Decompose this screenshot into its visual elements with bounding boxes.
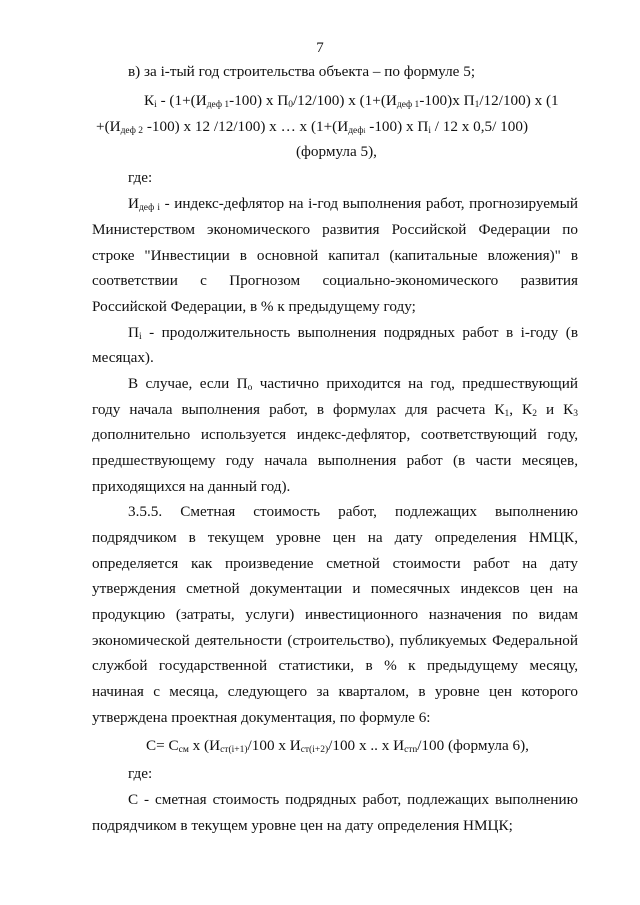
pi-definition-line-1: $П_i$ - продолжительность выполнения подрядных работ в i-году (в (128, 324, 578, 342)
case-paragraph-line-2: году начала выполнения работ, в формулах для расчета $К_1$, $К_2$ и $К_3$ (92, 401, 578, 419)
section-355-line-7: службой государственной статистики, в % к предыдущему месяцу, (92, 657, 578, 674)
formula-5-line-1: $К_i - (1+(И_{деф 1}-100)$ х $П_0/12/100$) х ($1+(И_{деф 1}-100)х$ $П_1/12/100$) х (1 (144, 92, 559, 110)
case-paragraph-line-5: приходящихся на данный год). (92, 478, 291, 495)
idef-definition-line-4: соответствии с Прогнозом социально-экономического развития (92, 272, 578, 289)
section-355-line-9: утверждена проектная документация, по формуле 6: (92, 709, 431, 726)
idef-definition-line-1: $И_{деф i}$ - индекс-дефлятор на i-год выполнения работ, прогнозируемый (128, 195, 578, 213)
idef-definition-line-5: Российской Федерации, в % к предыдущему году; (92, 298, 416, 315)
where-label-2: где: (128, 765, 153, 782)
case-paragraph-line-4: предшествующему году начала выполнения работ (в части месяцев, (92, 452, 578, 469)
section-355-line-8: начиная с месяца, следующего за кварталом, в уровне цен которого (92, 683, 578, 700)
section-355-line-4: утверждения сметной документации и помесячных индексов цен на (92, 580, 578, 597)
where-label-1: где: (128, 169, 153, 186)
formula-6: $С= С_{см}$ х ($И_{ст(i+1)}/100$ х $И_{ст(i+2)}/100$ х .. х $И_{стn}/100$ (формула 6), (146, 737, 529, 755)
section-355-line-2: подрядчиком в текущем уровне цен на дату определения НМЦК, (92, 529, 578, 546)
section-355-line-6: экономической деятельности (строительство), публикуемых Федеральной (92, 632, 578, 649)
formula-5-line-2: $+(И_{деф 2}$ -100) х 12 /12/100) х … х ($1+(И_{дефi}$ -100) х $П_i / 12$ х 0,5/ 100) (96, 118, 528, 136)
pi-definition-line-2: месяцах). (92, 349, 154, 366)
page-number: 7 (316, 40, 324, 56)
item-v-text: в) за i-тый год строительства объекта – по формуле 5; (128, 63, 476, 80)
c-definition-line-1: С - сметная стоимость подрядных работ, подлежащих выполнению (128, 791, 578, 808)
section-355-line-3: определяется как произведение сметной стоимости работ на дату (92, 555, 578, 572)
idef-definition-line-3: строке "Инвестиции в основной капитал (капитальные вложения)" в (92, 247, 578, 264)
case-paragraph-line-1: В случае, если $П_о$ частично приходится на год, предшествующий (128, 375, 578, 393)
section-355-line-5: продукцию (затраты, услуги) инвестиционного назначения по видам (92, 606, 578, 623)
c-definition-line-2: подрядчиком в текущем уровне цен на дату определения НМЦК; (92, 817, 513, 834)
idef-definition-line-2: Министерством экономического развития Российской Федерации по (92, 221, 578, 238)
case-paragraph-line-3: дополнительно используется индекс-дефлятор, соответствующий году, (92, 426, 578, 443)
formula-5-label: (формула 5), (296, 143, 377, 160)
section-355-line-1: 3.5.5. Сметная стоимость работ, подлежащих выполнению (128, 503, 578, 520)
